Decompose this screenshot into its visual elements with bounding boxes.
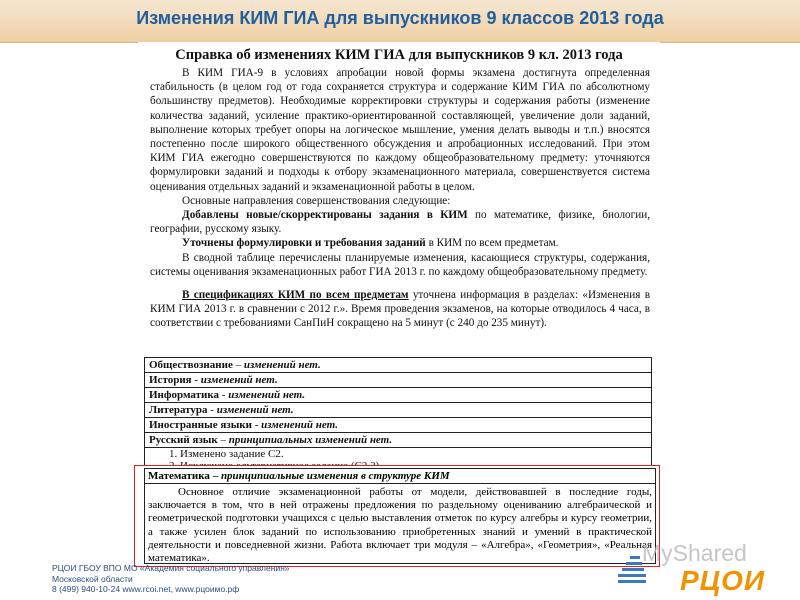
footer-line-1: РЦОИ ГБОУ ВПО МО «Академия социального управления» [52,563,290,573]
paragraph-refined [150,236,650,250]
refined-bold: Уточнены формулировки и требования заданий [182,237,426,250]
math-body [144,484,656,564]
slide-title: Изменения КИМ ГИА для выпускников 9 классов 2013 года [136,8,664,28]
specifications-rest: уточнена информация в разделах: «Изменения в КИМ ГИА 2013 г. в сравнении с 2012 г.». Время проведения экзаменов, на которые отводилось 4 часа, в соответствии с требованиями СанПиН сокращено на 5 минут (с 240 до 235 минут). [150,289,650,330]
subject-name: Информатика [149,389,220,401]
subject-status: принципиальных изменений нет. [228,434,393,446]
table-row [145,373,651,388]
math-body-text: Основное отличие экзаменационной работы от модели, действовавшей в последние годы, заключается в том, что в ней отражены предложения по раздельному оцениванию алгебраической и геометрической подготовки учащихся с целью выставления отметок по курсу алгебры и курсу геометрии, а также усилен блок заданий по использованию приобретенных знаний и умений в практической деятельности и повседневной жизни. Работа включает три модуля – «Алгебра», «Геометрия», «Реальная математика». [148,486,652,564]
math-status: принципиальные изменения в структуре КИМ [220,470,450,482]
paragraph-directions: Основные направления совершенствования следующие: [182,194,451,207]
table-row [145,388,651,403]
paragraph-summary-table: В сводной таблице перечислены планируемые изменения, касающиеся структуры, содержания, системы оценивания экзаменационных работ ГИА 2013 г. по каждому общеобразовательному предмету. [150,251,650,278]
specifications-bold: В спецификациях КИМ по всем предметам [182,289,409,302]
paragraph-intro: В КИМ ГИА-9 в условиях апробации новой формы экзамена достигнута определенная стабильность (в целом год от года сохраняется структура и содержание КИМ ГИА по абсолютному большинству предметов). Необходимые корректировки структуры и содержания работы (изменение количества заданий, усиление практико-ориентированной составляющей, увеличение доли заданий, выполнение которых требует опоры на логическое мышление, умения делать выводы и т.п.) вносятся постепенно после широкого общественного обсуждения и апробационных исследований. При этом КИМ ГИА ежегодно совершенствуются по каждому общеобразовательному предмету: уточняются формулировки заданий и подходы к отбору экзаменационного материала, совершенствуется система оценивания отдельных заданий и экзаменационной работы в целом. [150,67,650,193]
subject-status: изменений нет. [261,419,339,431]
logo-rcoi: РЦОИ [680,565,766,596]
subject-name: Литература [149,404,208,416]
subject-name: История [149,374,192,386]
table-row [145,358,651,373]
document-body [150,66,650,331]
footer-line-2: Московской области [52,573,133,584]
new-tasks-rest: по математике, физике, биологии, географии, русскому языку. [150,209,650,236]
math-heading [144,468,656,484]
subject-sep: – [232,359,244,371]
slide-header [0,0,800,43]
subject-name: Обществознание [149,359,233,371]
subject-name: Иностранные языки [149,419,252,431]
paragraph-new-tasks [150,208,650,236]
subject-status: изменений нет. [228,389,306,401]
subject-sep: - [219,389,229,401]
table-row [145,433,651,448]
subject-status: изменений нет. [200,374,278,386]
subject-status: изменений нет. [243,359,321,371]
russian-item: 1. Изменено задание С2. [169,448,284,460]
subject-name: Русский язык [149,434,218,446]
subject-status: изменений нет. [216,404,294,416]
footer-line-3[interactable]: 8 (499) 940-10-24 www.rcoi.net, www.рцоимо.рф [52,584,240,594]
refined-rest: в КИМ по всем предметам. [425,237,559,250]
document-title: Справка об изменениях КИМ ГИА для выпускников 9 кл. 2013 года [175,47,623,63]
math-sep: – [209,470,221,482]
subject-sep: - [251,419,262,431]
table-row [145,418,651,433]
watermark-text: MyShared [642,540,747,566]
subject-sep: - [191,374,201,386]
subject-sep: – [217,434,229,446]
math-name: Математика [148,470,210,482]
paragraph-specifications [150,288,650,331]
footer [52,563,290,595]
subjects-table [144,357,652,473]
table-row [145,403,651,418]
logo-bars-icon [614,538,650,588]
math-highlight-box [134,465,660,567]
new-tasks-bold: Добавлены новые/скорректированы задания в КИМ [182,209,468,222]
subject-sep: - [207,404,217,416]
